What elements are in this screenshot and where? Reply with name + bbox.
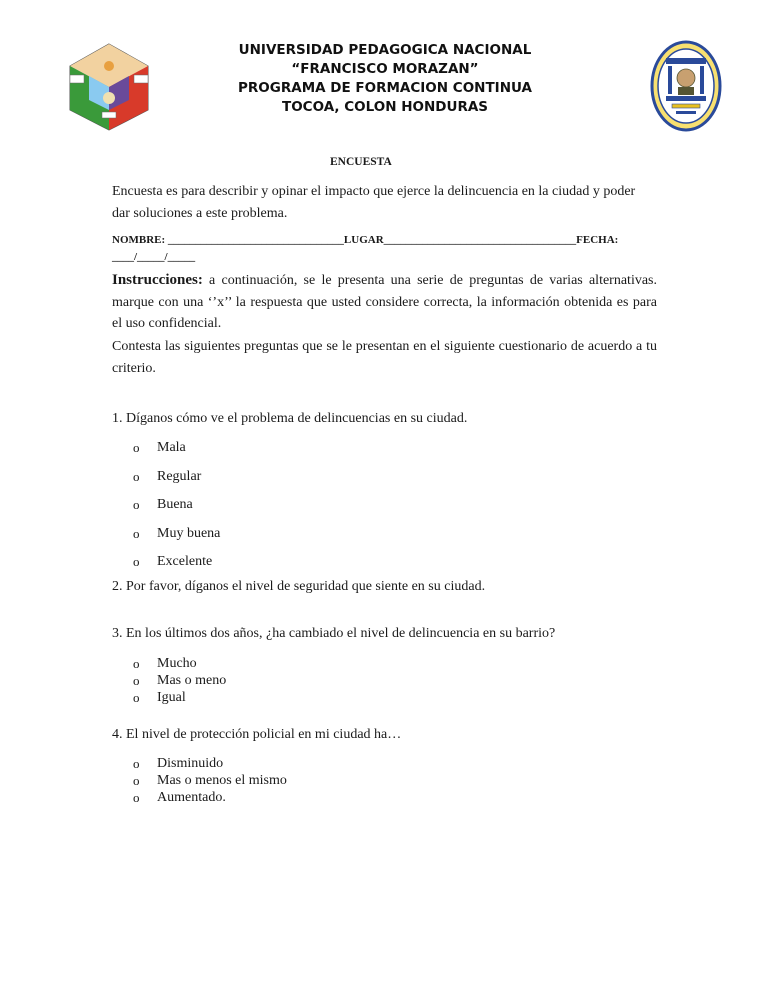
option-bullet: o bbox=[133, 525, 140, 541]
option-bullet: o bbox=[133, 468, 140, 484]
option-item[interactable] bbox=[133, 755, 287, 772]
option-bullet: o bbox=[133, 655, 140, 671]
question-3-options bbox=[133, 655, 226, 706]
contesta-paragraph: Contesta las siguientes preguntas que se le presentan en el siguiente cuestionario de acuerdo a tu criterio. bbox=[112, 339, 657, 376]
option-label: Buena bbox=[157, 497, 193, 513]
question-1: 1. Díganos cómo ve el problema de delincuencias en su ciudad. bbox=[112, 411, 468, 426]
respondent-fields: NOMBRE: ________________________________LUGAR___________________________________FECHA: ____/_____/_____ bbox=[112, 234, 619, 263]
header-institution-name: “FRANCISCO MORAZAN” bbox=[291, 61, 479, 77]
instructions-paragraph bbox=[112, 270, 657, 335]
option-label: Igual bbox=[157, 689, 186, 705]
option-label: Mucho bbox=[157, 655, 197, 671]
question-2: 2. Por favor, díganos el nivel de seguridad que siente en su ciudad. bbox=[112, 579, 486, 594]
option-item[interactable] bbox=[133, 434, 220, 463]
question-3: 3. En los últimos dos años, ¿ha cambiado el nivel de delincuencia en su barrio? bbox=[112, 626, 556, 641]
option-bullet: o bbox=[133, 554, 140, 570]
option-bullet: o bbox=[133, 689, 140, 705]
option-bullet: o bbox=[133, 772, 140, 788]
question-4: 4. El nivel de protección policial en mi ciudad ha… bbox=[112, 727, 402, 742]
question-1-options bbox=[133, 434, 220, 577]
option-bullet: o bbox=[133, 497, 140, 513]
option-label: Regular bbox=[157, 468, 202, 484]
header-program-name: PROGRAMA DE FORMACION CONTINUA bbox=[238, 80, 532, 96]
document-title: ENCUESTA bbox=[330, 156, 392, 168]
option-item[interactable] bbox=[133, 689, 226, 706]
option-item[interactable] bbox=[133, 463, 220, 492]
option-label: Mala bbox=[157, 440, 186, 456]
option-label: Mas o meno bbox=[157, 672, 227, 688]
option-item[interactable] bbox=[133, 789, 287, 806]
option-item[interactable] bbox=[133, 772, 287, 789]
instructions-text: a continuación, se le presenta una serie de preguntas de varias alternativas. marque con una ‘’x’’ la respuesta que usted considere correcta, la información obtenida es para el uso confidencial. bbox=[112, 273, 657, 331]
intro-paragraph: Encuesta es para describir y opinar el impacto que ejerce la delincuencia en la ciudad y poder dar soluciones a este problema. bbox=[112, 184, 636, 221]
program-logo-icon bbox=[64, 42, 154, 132]
option-item[interactable] bbox=[133, 672, 226, 689]
option-item[interactable] bbox=[133, 655, 226, 672]
header-university-name: UNIVERSIDAD PEDAGOGICA NACIONAL bbox=[238, 42, 532, 58]
option-bullet: o bbox=[133, 789, 140, 805]
question-4-options bbox=[133, 755, 287, 806]
option-label: Muy buena bbox=[157, 525, 221, 541]
option-bullet: o bbox=[133, 440, 140, 456]
option-label: Disminuido bbox=[157, 755, 224, 771]
university-seal-icon bbox=[650, 40, 722, 132]
header-location: TOCOA, COLON HONDURAS bbox=[281, 99, 489, 115]
option-item[interactable] bbox=[133, 491, 220, 520]
university-header bbox=[200, 41, 570, 117]
option-label: Mas o menos el mismo bbox=[157, 772, 287, 788]
option-bullet: o bbox=[133, 755, 140, 771]
option-label: Aumentado. bbox=[157, 789, 226, 805]
option-item[interactable] bbox=[133, 548, 220, 577]
option-bullet: o bbox=[133, 672, 140, 688]
option-label: Excelente bbox=[157, 554, 213, 570]
instructions-label: Instrucciones: bbox=[112, 272, 203, 288]
option-item[interactable] bbox=[133, 520, 220, 549]
